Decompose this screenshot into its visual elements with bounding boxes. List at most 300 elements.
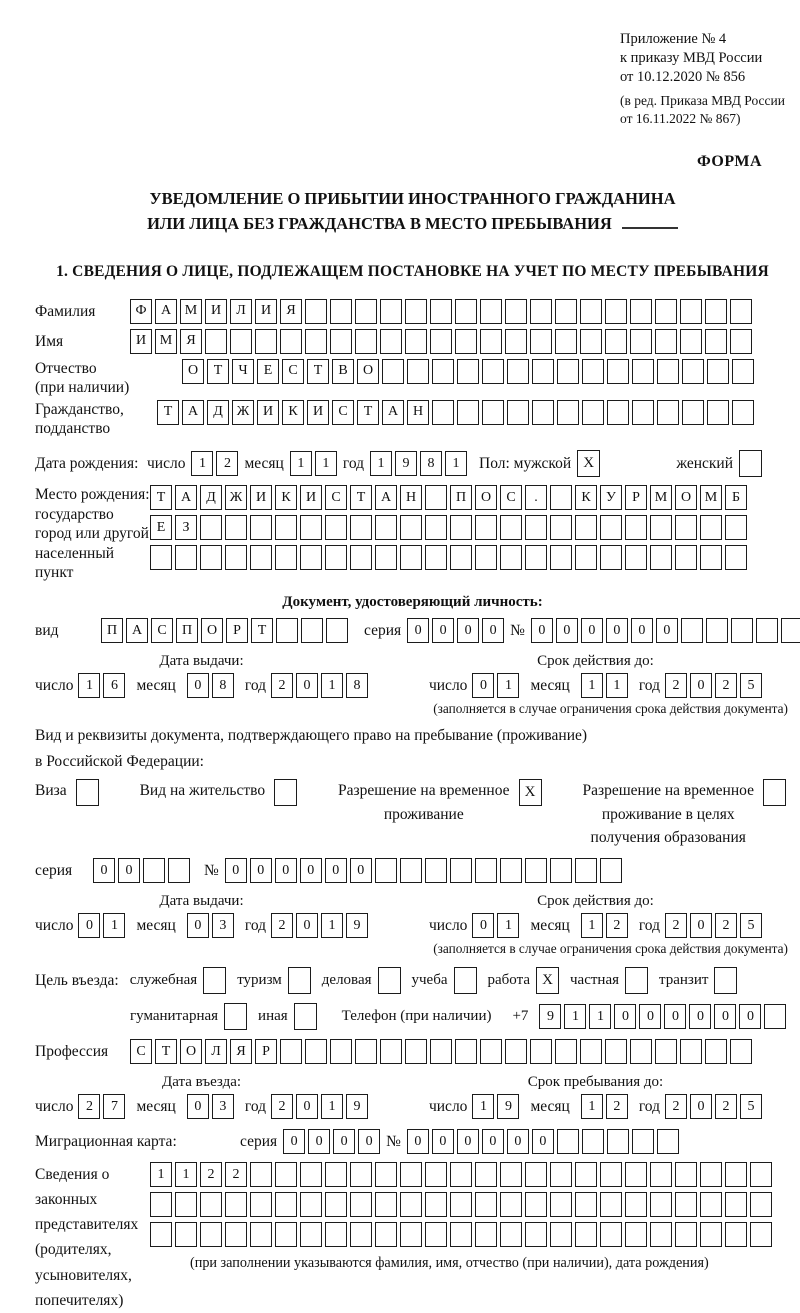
char-cell: Л <box>205 1039 227 1064</box>
char-cell: 2 <box>715 913 737 938</box>
purpose-option <box>570 967 648 994</box>
residence-issue-heading: Дата выдачи: <box>159 893 244 910</box>
char-cell: А <box>182 400 204 425</box>
char-cell: Н <box>407 400 429 425</box>
char-cell: М <box>180 299 202 324</box>
char-cell <box>532 359 554 384</box>
birth-place-label-line3: город или другой <box>35 525 149 543</box>
char-cell <box>330 329 352 354</box>
char-cell: 0 <box>325 858 347 883</box>
residence-issue-month-cells <box>187 913 234 938</box>
char-cell <box>325 545 347 570</box>
char-cell: О <box>180 1039 202 1064</box>
temp-residence-edu-label-line3: получения образования <box>590 828 746 846</box>
char-cell: К <box>575 485 597 510</box>
char-cell: С <box>332 400 354 425</box>
char-cell <box>457 359 479 384</box>
char-cell <box>275 515 297 540</box>
appendix-line: Приложение № 4 <box>620 31 727 47</box>
residence-doc-valid-col <box>429 893 762 938</box>
char-cell: 1 <box>581 1094 603 1119</box>
residence-doc-intro2: в Российской Федерации: <box>35 753 204 771</box>
purpose-option <box>130 967 227 994</box>
stay-until-line <box>429 1094 762 1119</box>
char-cell <box>625 515 647 540</box>
char-cell <box>455 1039 477 1064</box>
char-cell: 0 <box>296 673 318 698</box>
issue-date-line <box>35 673 368 698</box>
entry-year-cells <box>271 1094 368 1119</box>
char-cell: 0 <box>482 618 504 643</box>
purpose-label: Цель въезда: <box>35 971 119 989</box>
form-title-line2 <box>35 212 790 237</box>
char-cell: О <box>201 618 223 643</box>
purpose-official-label: служебная <box>129 972 198 989</box>
issue-month-label: месяц <box>136 676 176 694</box>
char-cell <box>582 359 604 384</box>
char-cell: Е <box>150 515 172 540</box>
purpose-private-checkbox <box>625 967 648 994</box>
form-title-line1: УВЕДОМЛЕНИЕ О ПРИБЫТИИ ИНОСТРАННОГО ГРАЖДАНИНА <box>149 189 676 209</box>
char-cell <box>600 515 622 540</box>
char-cell <box>275 1192 297 1217</box>
representatives-label-line4: (родителях, <box>35 1241 112 1259</box>
char-cell: 0 <box>472 913 494 938</box>
temp-residence-edu-label-line2: проживание в целях <box>601 805 735 823</box>
char-cell <box>657 1129 679 1154</box>
representatives-cells-row2 <box>150 1192 772 1217</box>
char-cell: 1 <box>606 673 628 698</box>
char-cell <box>580 1039 602 1064</box>
char-cell: И <box>255 299 277 324</box>
char-cell <box>600 1162 622 1187</box>
patronymic-row <box>35 359 790 398</box>
char-cell <box>550 485 572 510</box>
char-cell: 0 <box>283 1129 305 1154</box>
char-cell <box>625 545 647 570</box>
profession-label: Профессия <box>35 1042 109 1060</box>
residence-issue-month-label: месяц <box>136 916 176 934</box>
valid-month-label: месяц <box>530 676 570 694</box>
purpose-humanitarian-checkbox <box>224 1003 247 1030</box>
char-cell: 1 <box>78 673 100 698</box>
issue-day-cells <box>78 673 125 698</box>
char-cell <box>732 359 754 384</box>
char-cell: И <box>300 485 322 510</box>
residence-doc-note: (заполняется в случае ограничения срока действия документа) <box>433 941 788 957</box>
char-cell: 0 <box>656 618 678 643</box>
char-cell <box>557 359 579 384</box>
birth-year-label: год <box>342 454 365 472</box>
char-cell <box>450 545 472 570</box>
form-title <box>35 187 790 237</box>
given-name-cells <box>130 329 752 354</box>
char-cell <box>575 545 597 570</box>
char-cell: П <box>101 618 123 643</box>
purpose-private-label: частная <box>570 972 619 989</box>
char-cell <box>630 1039 652 1064</box>
char-cell: 0 <box>531 618 553 643</box>
patronymic-label-line2: (при наличии) <box>35 379 130 397</box>
doc-number-cells <box>531 618 800 643</box>
char-cell <box>380 329 402 354</box>
char-cell <box>505 299 527 324</box>
profession-cells <box>130 1039 752 1064</box>
char-cell <box>250 1222 272 1247</box>
char-cell <box>480 299 502 324</box>
issue-year-cells <box>271 673 368 698</box>
patronymic-label <box>35 359 182 398</box>
representatives-cell-rows <box>150 1162 772 1247</box>
char-cell: Н <box>400 485 422 510</box>
char-cell <box>750 1222 772 1247</box>
purpose-option <box>237 967 311 994</box>
char-cell <box>168 858 190 883</box>
char-cell <box>500 515 522 540</box>
citizenship-label <box>35 400 157 439</box>
form-label: ФОРМА <box>696 153 762 171</box>
char-cell: 9 <box>497 1094 519 1119</box>
char-cell: У <box>600 485 622 510</box>
char-cell: 0 <box>350 858 372 883</box>
char-cell: 3 <box>212 1094 234 1119</box>
residence-permit-option <box>140 779 298 806</box>
char-cell <box>250 1192 272 1217</box>
char-cell: 5 <box>740 673 762 698</box>
purpose-other-label: иная <box>258 1008 288 1025</box>
char-cell: 0 <box>581 618 603 643</box>
residence-doc-options <box>35 779 790 849</box>
char-cell <box>455 329 477 354</box>
gender-male-label: Пол: мужской <box>479 454 572 472</box>
char-cell: 6 <box>103 673 125 698</box>
char-cell <box>380 299 402 324</box>
char-cell <box>350 1192 372 1217</box>
residence-number-label: № <box>204 861 219 879</box>
char-cell <box>555 299 577 324</box>
char-cell <box>480 1039 502 1064</box>
stay-month-cells <box>581 1094 628 1119</box>
char-cell <box>731 618 753 643</box>
char-cell <box>330 1039 352 1064</box>
representatives-cells-block <box>150 1162 772 1272</box>
char-cell <box>632 1129 654 1154</box>
char-cell <box>632 400 654 425</box>
section1-heading: 1. СВЕДЕНИЯ О ЛИЦЕ, ПОДЛЕЖАЩЕМ ПОСТАНОВКЕ НА УЧЕТ ПО МЕСТУ ПРЕБЫВАНИЯ <box>56 262 769 280</box>
char-cell <box>250 545 272 570</box>
char-cell: 0 <box>296 913 318 938</box>
doc-series-label: серия <box>364 621 402 639</box>
char-cell <box>700 515 722 540</box>
char-cell: С <box>282 359 304 384</box>
migration-card-row <box>35 1129 790 1154</box>
doc-number-label: № <box>510 621 525 639</box>
char-cell <box>650 1192 672 1217</box>
char-cell <box>405 329 427 354</box>
purpose-option <box>322 967 401 994</box>
char-cell: С <box>130 1039 152 1064</box>
identity-doc-dates-row <box>35 653 790 698</box>
char-cell: А <box>155 299 177 324</box>
char-cell <box>750 1192 772 1217</box>
char-cell <box>764 1004 786 1029</box>
char-cell <box>682 400 704 425</box>
char-cell: Т <box>157 400 179 425</box>
char-cell <box>580 329 602 354</box>
profession-row <box>35 1039 790 1064</box>
char-cell <box>325 1162 347 1187</box>
char-cell <box>400 1162 422 1187</box>
char-cell: А <box>375 485 397 510</box>
char-cell <box>675 1222 697 1247</box>
char-cell <box>150 1222 172 1247</box>
birth-date-label: Дата рождения: <box>35 455 139 473</box>
char-cell <box>175 1192 197 1217</box>
valid-date-line <box>429 673 762 698</box>
char-cell: 2 <box>271 1094 293 1119</box>
birth-day-cells <box>191 451 238 476</box>
char-cell: 9 <box>395 451 417 476</box>
char-cell: В <box>332 359 354 384</box>
purpose-tourism-checkbox <box>288 967 311 994</box>
char-cell <box>325 515 347 540</box>
char-cell <box>175 1222 197 1247</box>
entry-day-label: число <box>35 1097 74 1115</box>
char-cell: 8 <box>420 451 442 476</box>
char-cell: 1 <box>150 1162 172 1187</box>
doc-series-cells <box>407 618 504 643</box>
residence-issue-line <box>35 913 368 938</box>
char-cell <box>655 329 677 354</box>
char-cell <box>400 858 422 883</box>
char-cell <box>732 400 754 425</box>
char-cell <box>730 299 752 324</box>
residence-valid-year-cells <box>665 913 762 938</box>
char-cell <box>457 400 479 425</box>
migration-card-number-label: № <box>386 1132 401 1150</box>
char-cell: Ж <box>232 400 254 425</box>
char-cell <box>350 545 372 570</box>
char-cell: 0 <box>689 1004 711 1029</box>
birth-year-cells <box>370 451 467 476</box>
purpose-option <box>412 967 477 994</box>
char-cell: 8 <box>212 673 234 698</box>
char-cell <box>175 545 197 570</box>
char-cell: 0 <box>407 618 429 643</box>
char-cell <box>455 299 477 324</box>
entry-stay-dates-row <box>35 1074 790 1119</box>
char-cell <box>550 1162 572 1187</box>
char-cell: Я <box>230 1039 252 1064</box>
char-cell <box>475 1162 497 1187</box>
birth-date-row <box>35 450 790 477</box>
birth-place-cells-row3 <box>150 545 747 570</box>
char-cell: 0 <box>407 1129 429 1154</box>
representatives-caption: (при заполнении указываются фамилия, имя, отчество (при наличии), дата рождения) <box>190 1255 709 1272</box>
char-cell: 1 <box>589 1004 611 1029</box>
char-cell: Ф <box>130 299 152 324</box>
char-cell <box>725 545 747 570</box>
char-cell: 2 <box>665 1094 687 1119</box>
char-cell <box>300 515 322 540</box>
char-cell: Т <box>207 359 229 384</box>
char-cell: К <box>282 400 304 425</box>
char-cell: И <box>205 299 227 324</box>
birth-place-label-line1: Место рождения: <box>35 486 150 504</box>
char-cell <box>525 1222 547 1247</box>
char-cell: Л <box>230 299 252 324</box>
char-cell <box>382 359 404 384</box>
temp-residence-checkbox: X <box>519 779 542 806</box>
surname-label: Фамилия <box>35 302 96 320</box>
patronymic-label-line1: Отчество <box>35 359 97 377</box>
char-cell <box>657 400 679 425</box>
char-cell: 1 <box>321 1094 343 1119</box>
char-cell: 0 <box>532 1129 554 1154</box>
char-cell <box>680 1039 702 1064</box>
char-cell: Я <box>280 299 302 324</box>
edition-line: от 16.11.2022 № 867) <box>620 110 741 126</box>
char-cell: 1 <box>321 913 343 938</box>
residence-doc-issue-col <box>35 893 368 938</box>
char-cell <box>507 359 529 384</box>
char-cell <box>225 1222 247 1247</box>
char-cell: Т <box>251 618 273 643</box>
char-cell: Т <box>155 1039 177 1064</box>
char-cell: 0 <box>639 1004 661 1029</box>
char-cell <box>380 1039 402 1064</box>
phone-label: Телефон (при наличии) <box>341 1008 492 1025</box>
char-cell <box>700 1162 722 1187</box>
char-cell <box>680 329 702 354</box>
char-cell <box>405 299 427 324</box>
char-cell: 2 <box>78 1094 100 1119</box>
residence-doc-intro1: Вид и реквизиты документа, подтверждающего право на пребывание (проживание) <box>35 727 588 745</box>
residence-series-label: серия <box>35 861 73 879</box>
valid-date-heading: Срок действия до: <box>537 653 654 670</box>
char-cell <box>325 1222 347 1247</box>
char-cell <box>375 545 397 570</box>
birth-place-cells-row1 <box>150 485 747 510</box>
form-title-line2-text: ИЛИ ЛИЦА БЕЗ ГРАЖДАНСТВА В МЕСТО ПРЕБЫВАНИЯ <box>147 214 612 234</box>
char-cell <box>705 329 727 354</box>
char-cell <box>432 400 454 425</box>
birth-place-label <box>35 485 150 582</box>
char-cell: 2 <box>271 913 293 938</box>
char-cell: И <box>130 329 152 354</box>
char-cell: Т <box>350 485 372 510</box>
char-cell <box>605 1039 627 1064</box>
citizenship-cells <box>157 400 754 425</box>
char-cell <box>650 515 672 540</box>
char-cell <box>500 545 522 570</box>
char-cell <box>276 618 298 643</box>
char-cell: 7 <box>103 1094 125 1119</box>
char-cell <box>575 1222 597 1247</box>
char-cell <box>582 400 604 425</box>
char-cell <box>430 1039 452 1064</box>
char-cell <box>605 329 627 354</box>
gender-female-checkbox <box>739 450 762 477</box>
char-cell <box>275 1162 297 1187</box>
char-cell: 0 <box>308 1129 330 1154</box>
representatives-row <box>35 1162 790 1313</box>
char-cell: 2 <box>665 673 687 698</box>
char-cell <box>305 329 327 354</box>
doc-type-label: вид <box>35 622 59 640</box>
char-cell: 0 <box>275 858 297 883</box>
representatives-label <box>35 1162 150 1313</box>
char-cell <box>425 1162 447 1187</box>
purpose-business-checkbox <box>378 967 401 994</box>
char-cell <box>625 1162 647 1187</box>
char-cell: Е <box>257 359 279 384</box>
purpose-row1 <box>35 967 790 994</box>
char-cell <box>675 1162 697 1187</box>
char-cell <box>525 858 547 883</box>
purpose-official-checkbox <box>203 967 226 994</box>
char-cell: О <box>675 485 697 510</box>
purpose-work-checkbox: X <box>536 967 559 994</box>
char-cell: З <box>175 515 197 540</box>
birth-place-cell-rows <box>150 485 747 570</box>
char-cell: 5 <box>740 913 762 938</box>
char-cell <box>350 515 372 540</box>
char-cell <box>305 299 327 324</box>
entry-date-heading: Дата въезда: <box>161 1074 242 1091</box>
purpose-row2 <box>130 1003 790 1030</box>
purpose-work-label: работа <box>487 972 530 989</box>
patronymic-cells <box>182 359 754 384</box>
char-cell <box>525 515 547 540</box>
residence-valid-day-cells <box>472 913 519 938</box>
char-cell <box>305 1039 327 1064</box>
char-cell <box>607 1129 629 1154</box>
char-cell <box>655 299 677 324</box>
given-name-row <box>35 329 790 354</box>
representatives-label-line1: Сведения о <box>35 1166 110 1184</box>
birth-day-label: число <box>147 454 186 472</box>
temp-residence-label-line2: проживание <box>383 805 464 823</box>
char-cell: 1 <box>321 673 343 698</box>
representatives-label-line3: представителях <box>35 1216 139 1234</box>
stay-year-cells <box>665 1094 762 1119</box>
char-cell: О <box>182 359 204 384</box>
visa-checkbox <box>76 779 99 806</box>
char-cell <box>630 299 652 324</box>
char-cell: Т <box>307 359 329 384</box>
char-cell <box>425 858 447 883</box>
char-cell: 2 <box>715 673 737 698</box>
entry-date-line <box>35 1094 368 1119</box>
char-cell: И <box>307 400 329 425</box>
char-cell <box>407 359 429 384</box>
char-cell: О <box>475 485 497 510</box>
char-cell <box>575 858 597 883</box>
char-cell <box>150 1192 172 1217</box>
residence-permit-label: Вид на жительство <box>139 782 266 800</box>
entry-year-label: год <box>244 1097 267 1115</box>
char-cell <box>200 1222 222 1247</box>
char-cell <box>375 858 397 883</box>
char-cell: Т <box>150 485 172 510</box>
char-cell: 2 <box>665 913 687 938</box>
char-cell: 0 <box>690 913 712 938</box>
char-cell <box>725 515 747 540</box>
char-cell: С <box>325 485 347 510</box>
char-cell <box>675 545 697 570</box>
char-cell <box>400 515 422 540</box>
